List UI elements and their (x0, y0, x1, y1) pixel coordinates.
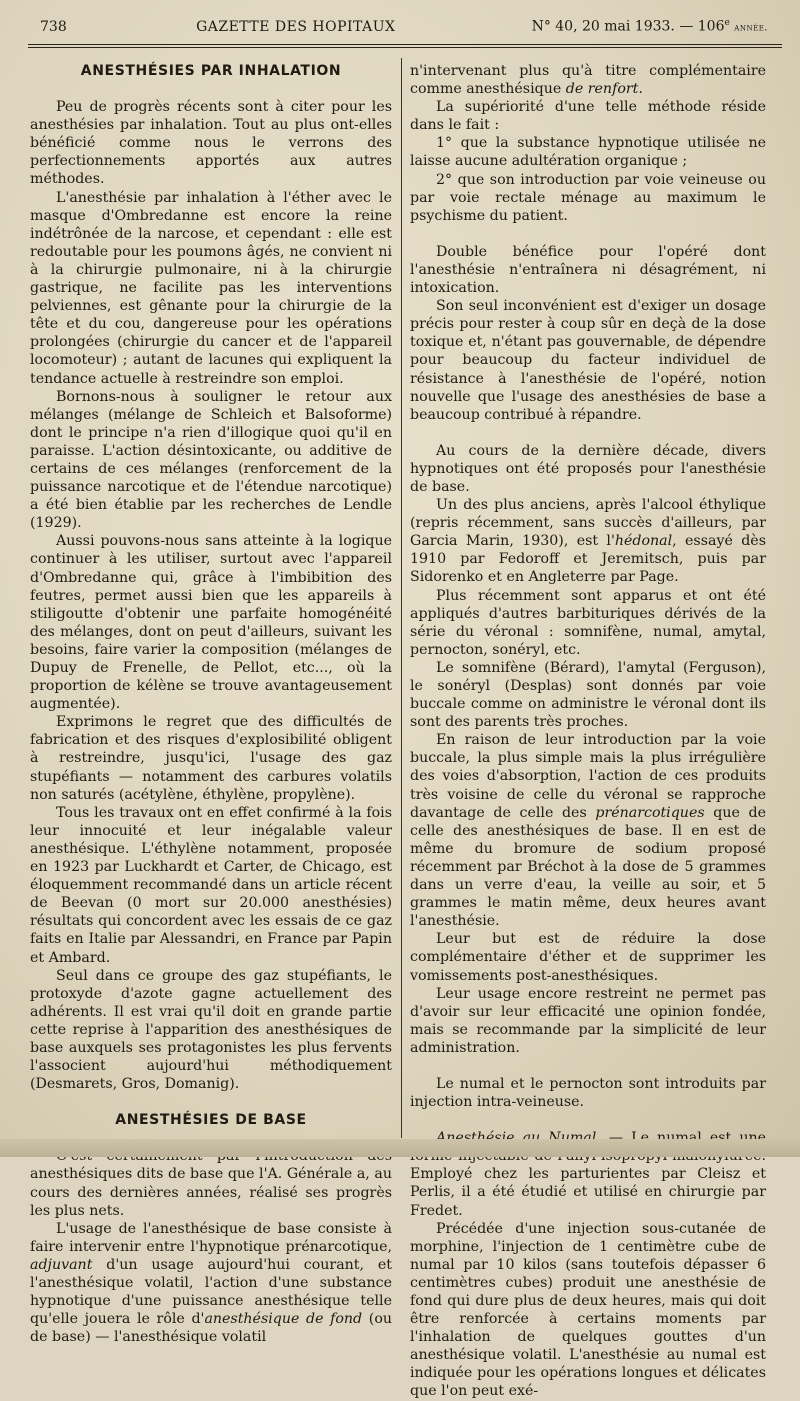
issue-info (532, 18, 768, 35)
text-run: d'un usage aujourd'hui courant, et l'anesthésique volatil, l'action d'une substance hypnotique d'une puissance anesthésique telle qu'elle jouera le rôle d' (30, 1256, 392, 1328)
text-run: n'intervenant plus qu'à titre complémentaire comme anesthésique (410, 63, 766, 98)
italic-term: anesthésique de fond (204, 1311, 363, 1328)
paragraph (410, 62, 766, 98)
text-run: , essayé dès 1910 par Fedoroff et Jeremitsch, puis par Sidorenko et en Angleterre par Page. (410, 533, 766, 586)
paragraph: Au cours de la dernière décade, divers hypnotiques ont été proposés pour l'anesthésie de base. (410, 442, 766, 495)
page-number: 738 (40, 18, 67, 35)
text-run: L'usage de l'anesthésique de base consiste à faire intervenir entre l'hypnotique prénarcotique, (30, 1220, 392, 1255)
paragraph: 1° que la substance hypnotique utilisée ne laisse aucune adultération organique ; (410, 135, 766, 170)
paragraph: Le somnifène (Bérard), l'amytal (Ferguson), le sonéryl (Desplas) sont donnés par voie buccale comme on administre le véronal dont ils sont des parents très proches. (410, 659, 766, 731)
italic-term: prénarcotiques (595, 804, 705, 821)
text-run: Un des plus anciens, après l'alcool éthylique (repris récemment, sans succès d'ailleurs, par Garcia Marin, 1930), est l' (410, 497, 766, 550)
italic-term: de renfort. (565, 81, 643, 98)
paragraph: Seul dans ce groupe des gaz stupéfiants, le protoxyde d'azote gagne actuellement des adhérents. Il est vrai qu'il doit en grande partie cette reprise à l'apparition des anesthésiques de base auxquels ses protagonistes les plus fervents l'associent aujourd'hui méthodiquement (Desmarets, Gros, Domanig). (30, 967, 392, 1093)
paragraph: 2° que son introduction par voie veineuse ou par voie rectale ménage au maximum le psychisme du patient. (410, 171, 766, 224)
paragraph (30, 1220, 392, 1347)
paragraph: Bornons-nous à souligner le retour aux mélanges (mélange de Schleich et Balsoforme) dont le principe n'a rien d'illogique quoi qu'il en paraisse. L'action désintoxicante, ou additive de certains de ces mélanges (renforcement de la puissance narcotique et de l'étendue narcotique) a été bien établie par les recherches de Lendle (1929). (30, 388, 392, 532)
header-rule (28, 44, 782, 48)
paragraph: Leur usage encore restreint ne permet pas d'avoir sur leur efficacité une opinion fondée, mais se recommande par la simplicité de leur administration. (410, 985, 766, 1056)
paragraph: anesthésiques dits de base que l'A. Générale a, au cours des dernières années, réalisé ses progrès les plus nets. (30, 1166, 392, 1219)
paragraph (410, 496, 766, 586)
text-run: En raison de leur introduction par la voie buccale, la plus simple mais la plus irrégulière des voies d'absorption, l'action de ces produits très voisine de celle du véronal se rapproche davantage de celle des (410, 732, 766, 821)
page-bottom-edge (0, 1139, 800, 1157)
text-run: que de celle des anesthésiques de base. Il en est de même du bromure de sodium proposé récemment par Bréchot à la dose de 5 grammes dans un verre d'eau, la veille au soir, et 5 grammes le matin même, deux heures avant l'anesthésie. (410, 804, 766, 930)
section-heading-base: ANESTHÉSIES DE BASE (115, 1112, 307, 1129)
paragraph: Exprimons le regret que des difficultés de fabrication et des risques d'explosibilité obligent à restreindre, jusqu'ici, l'usage des gaz stupéfiants — notamment des carbures volatils non saturés (acétylène, éthylène, propylène). (30, 714, 392, 803)
column-divider (401, 58, 402, 1138)
year-suffix: e (724, 18, 730, 28)
section-heading-inhalation: ANESTHÉSIES PAR INHALATION (80, 63, 342, 79)
paragraph: Précédée d'une injection sous-cutanée de morphine, l'injection de 1 centimètre cube de numal par 10 kilos (sans toutefois dépasser 6 centimètres cubes) produit une anesthésie de fond qui dure plus de deux heures, mais qui doit être renforcée à certains moments par l'inhalation de quelques gouttes d'un anesthésique volatil. L'anesthésie au numal est indiquée pour les opérations longues et délicates que l'on peut exé- (410, 1220, 766, 1400)
paragraph: Son seul inconvénient est d'exiger un dosage précis pour rester à coup sûr en deçà de la dose toxique et, n'étant pas gouvernable, de dépendre pour beaucoup du facteur individuel de résistance à l'anesthésie de l'opéré, notion nouvelle que l'usage des anesthésies de base a beaucoup contribué à répandre. (410, 298, 766, 423)
running-header (40, 18, 768, 40)
paragraph (410, 731, 766, 930)
italic-term: hédonal (614, 533, 673, 550)
journal-title: GAZETTE DES HOPITAUX (196, 18, 396, 35)
paragraph: L'anesthésie par inhalation à l'éther avec le masque d'Ombredanne est encore la reine indétrônée de la narcose, et cependant : elle est redoutable pour les poumons âgés, ne convient ni à la chirurgie pulmonaire, ni à la chirurgie gastrique, ne facilite pas les interventions pelviennes, est gênante pour la chirurgie de la tête et du cou, dangereuse pour les opérations prolongées (chirurgie du cancer et de l'appareil locomoteur) ; autant de lacunes qui expliquent la tendance actuelle à restreindre son emploi. (30, 189, 392, 387)
italic-term: adjuvant (30, 1256, 93, 1273)
annee-label: année. (734, 22, 768, 34)
right-column (410, 62, 766, 1401)
issue-date: N° 40, 20 mai 1933. — 106 (531, 18, 725, 35)
paragraph: Aussi pouvons-nous sans atteinte à la logique continuer à les utiliser, surtout avec l'appareil d'Ombredanne qui, grâce à l'imbibition des feutres, permet aussi bien que les appareils à stiligoutte d'obtenir une parfaite homogénéité des mélanges, dont on peut d'ailleurs, suivant les besoins, faire varier la composition (mélanges de Dupuy de Frenelle, de Pellot, etc..., où la proportion de kélène se trouve avantageusement augmentée). (30, 533, 392, 713)
text-run: Employé chez les parturientes par Cleisz et Perlis, il a été étudié et utilisé en chirurgie par Fredet. (410, 1166, 766, 1219)
paragraph: La supériorité d'une telle méthode réside dans le fait : (410, 99, 766, 134)
text-run: (ou de base) — l'anesthésique volatil (30, 1311, 393, 1346)
paragraph: Plus récemment sont apparus et ont été appliqués d'autres barbituriques dérivés de la série du véronal : somnifène, numal, amytal, pernocton, sonéryl, etc. (410, 587, 766, 658)
paragraph: Peu de progrès récents sont à citer pour les anesthésies par inhalation. Tout au plus ont-elles bénéficié comme nous le verrons des perfectionnements apportés aux autres méthodes. (30, 99, 392, 188)
paragraph: Leur but est de réduire la dose complémentaire d'éther et de supprimer les vomissements post-anesthésiques. (410, 931, 766, 984)
paragraph: Tous les travaux ont en effet confirmé à la fois leur innocuité et leur inégalable valeur anesthésique. L'éthylène notamment, proposée en 1923 par Luckhardt et Carter, de Chicago, est éloquemment recommandé dans un article récent de Beevan (0 mort sur 20.000 anesthésies) résultats qui concordent avec les essais de ce gaz faits en Italie par Alessandri, en France par Papin et Ambard. (30, 804, 392, 966)
paragraph: Le numal et le pernocton sont introduits par injection intra-veineuse. (410, 1075, 766, 1111)
paragraph: Double bénéfice pour l'opéré dont l'anesthésie n'entraînera ni désagrément, ni intoxication. (410, 243, 766, 297)
